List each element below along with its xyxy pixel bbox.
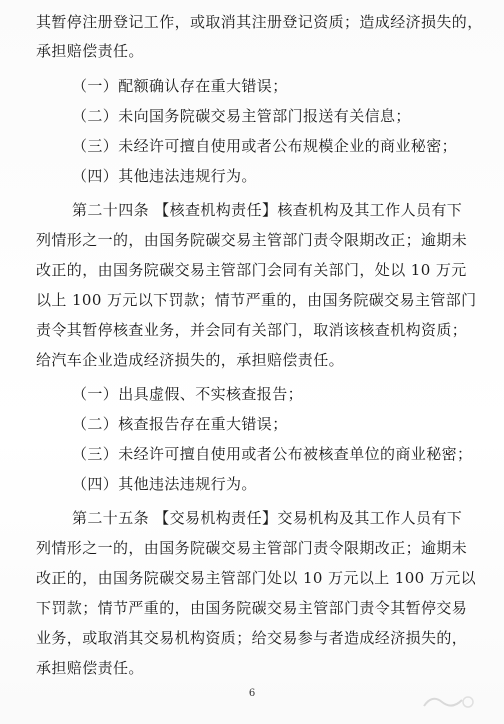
list-item: （一）出具虚假、不实核查报告； — [72, 385, 304, 403]
text-line: 改正的，由国务院碳交易主管部门会同有关部门，处以 10 万元 — [36, 261, 467, 279]
text-line: 承担赔偿责任。 — [36, 659, 144, 677]
text-line: 以上 100 万元以下罚款；情节严重的，由国务院碳交易主管部门 — [36, 291, 477, 309]
list-item: （四）其他违法违规行为。 — [72, 167, 257, 185]
watermark-logo — [418, 690, 478, 714]
list-item: （二）核查报告存在重大错误； — [72, 415, 288, 433]
list-item: （四）其他违法违规行为。 — [72, 475, 257, 493]
text-line: 给汽车企业造成经济损失的，承担赔偿责任。 — [36, 351, 345, 369]
text-line: 责令其暂停核查业务，并会同有关部门，取消该核查机构资质； — [36, 321, 468, 339]
article-heading-line: 第二十五条 【交易机构责任】交易机构及其工作人员有下 — [72, 509, 463, 527]
list-item: （二）未向国务院碳交易主管部门报送有关信息； — [72, 107, 411, 125]
list-item: （三）未经许可擅自使用或者公布规模企业的商业秘密； — [72, 137, 458, 155]
text-line: 业务，或取消其交易机构资质；给交易参与者造成经济损失的， — [36, 629, 468, 647]
list-item: （一）配额确认存在重大错误； — [72, 77, 288, 95]
list-item: （三）未经许可擅自使用或者公布被核查单位的商业秘密； — [72, 445, 473, 463]
text-line: 列情形之一的，由国务院碳交易主管部门责令限期改正；逾期未 — [36, 539, 468, 557]
text-line: 下罚款；情节严重的，由国务院碳交易主管部门责令其暂停交易 — [36, 599, 468, 617]
text-line: 改正的，由国务院碳交易主管部门处以 10 万元以上 100 万元以 — [36, 569, 476, 587]
text-line: 承担赔偿责任。 — [36, 42, 144, 60]
text-line: 列情形之一的，由国务院碳交易主管部门责令限期改正；逾期未 — [36, 231, 468, 249]
text-line: 其暂停注册登记工作，或取消其注册登记资质；造成经济损失的， — [36, 13, 483, 31]
article-heading-line: 第二十四条 【核查机构责任】核查机构及其工作人员有下 — [72, 201, 463, 219]
page-number: 6 — [248, 688, 256, 699]
